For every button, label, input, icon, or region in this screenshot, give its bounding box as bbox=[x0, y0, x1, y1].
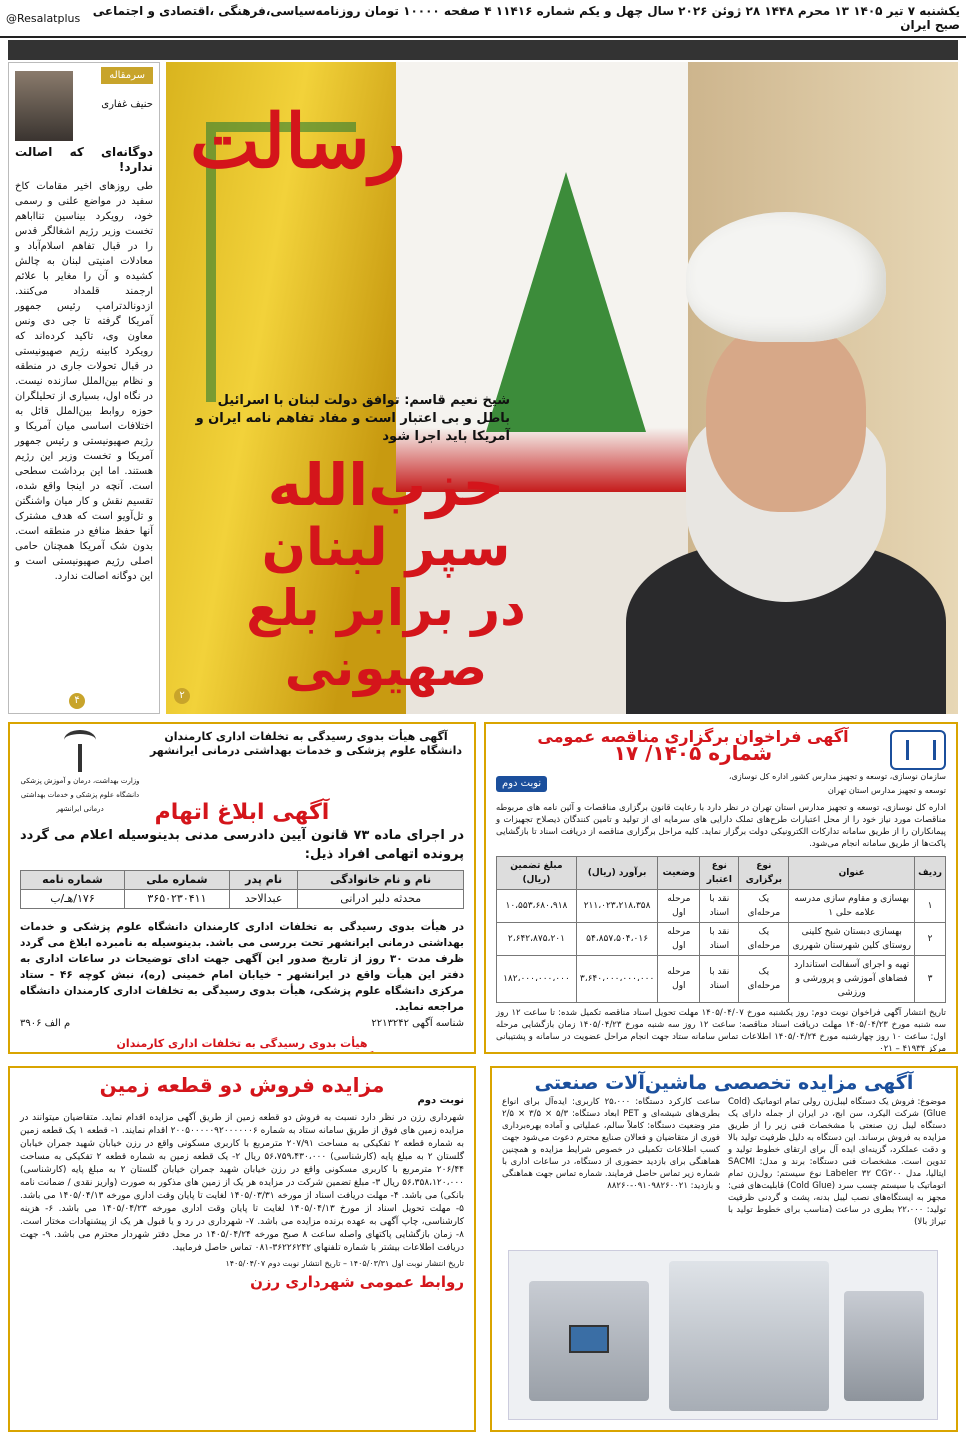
table-cell: ۲۱۱،۰۲۳،۲۱۸،۳۵۸ bbox=[576, 890, 657, 923]
notice-lead: در اجرای ماده ۷۳ قانون آیین دادرسی مدنی بدینوسیله اعلام می گردد پرونده اتهامی افراد ذیل: bbox=[20, 828, 464, 862]
issue-info: یکشنبه ۷ تیر ۱۴۰۵ ۱۳ محرم ۱۴۴۸ ۲۸ ژوئن ۲۰۲۶ سال چهل و یکم شماره ۱۱۴۱۶ ۴ صفحه ۱۰۰۰۰ تومان روزنامه‌سیاسی،فرهنگی ،اقتصادی و اجتماعی صبح ایران bbox=[92, 4, 960, 32]
cleric-photo bbox=[626, 212, 946, 714]
table-header: برآورد (ریال) bbox=[576, 857, 657, 890]
notice-ministry: وزارت بهداشت، درمان و آموزش پزشکی دانشگاه علوم پزشکی و خدمات بهداشتی درمانی ایرانشهر bbox=[20, 777, 140, 813]
table-cell: ۳،۶۴۰،۰۰۰،۰۰۰،۰۰۰ bbox=[576, 956, 657, 1003]
table-row bbox=[21, 890, 464, 909]
table-cell: یک مرحله‌ای bbox=[739, 956, 789, 1003]
table-header: مبلغ تضمین (ریال) bbox=[497, 857, 577, 890]
table-cell: عبدالاحد bbox=[229, 890, 297, 909]
notice-title: آگهی ابلاغ اتهام bbox=[154, 800, 330, 825]
editorial-title[interactable]: دوگانه‌ای که اصالت ندارد! bbox=[15, 145, 153, 174]
table-cell: مرحله اول bbox=[658, 956, 700, 1003]
charge-notice-ad bbox=[8, 722, 476, 1054]
social-handle[interactable]: @Resalatplus bbox=[6, 11, 81, 25]
table-cell: ۵۴،۸۵۷،۵۰۴،۰۱۶ bbox=[576, 923, 657, 956]
tender-number: شماره ۱۴۰۵/ ۱۷ bbox=[613, 741, 773, 765]
land-ad-footer: روابط عمومی شهرداری رزن bbox=[250, 1273, 464, 1291]
table-header: ردیف bbox=[915, 857, 946, 890]
table-cell: مرحله اول bbox=[658, 923, 700, 956]
editorial-column bbox=[8, 62, 160, 714]
table-cell: ۲ bbox=[915, 923, 946, 956]
headline-line-3: در برابر بلع صهیونی bbox=[246, 579, 526, 697]
hero-page-number: ۲ bbox=[174, 688, 190, 704]
tender-dates: تاریخ انتشار آگهی فراخوان نوبت دوم: روز یکشنبه مورخ ۱۴۰۵/۰۴/۰۷ مهلت تحویل اسناد مناقصه تکمیل شده: تا ساعت ۱۲ روز سه شنبه مورخ ۱۴۰۵/۰۴/۲۳ مهلت دریافت اسناد مناقصه: ساعت ۱۲ روز سه شنبه مورخ ۱۴۰۵/۰۴/۲۳ زمان بازگشایی مرحله اول: ساعت ۱۰ روز چهارشنبه مورخ ۱۴۰۵/۰۴/۲۴ اطلاعات تماس سامانه ستاد جهت انجام مراحل عضویت در سامانه و پشتیبانی مرکز ۴۱۹۳۴ – ۰۲۱ bbox=[496, 1008, 946, 1054]
table-cell: بهسازی و مقاوم سازی مدرسه علامه حلی ۱ bbox=[789, 890, 915, 923]
editorial-author: حنیف غفاری bbox=[101, 99, 153, 110]
notice-code: م الف ۳۹۰۶ bbox=[20, 1018, 71, 1029]
table-cell: ۱ bbox=[915, 890, 946, 923]
tender-table bbox=[496, 856, 946, 1003]
land-ad-dates: تاریخ انتشار نوبت اول ۱۴۰۵/۰۳/۳۱ – تاریخ انتشار نوبت دوم ۱۴۰۵/۰۴/۰۷ bbox=[225, 1259, 464, 1268]
table-header: نوع برگزاری bbox=[739, 857, 789, 890]
table-header: شماره ملی bbox=[124, 871, 229, 890]
land-ad-text: شهرداری رزن در نظر دارد نسبت به فروش دو قطعه زمین از طریق آگهی مزایده اقدام نماید. متقاضیان میتوانند در مزایده زمین های فوق از طریق سامانه ستاد به شماره ۲۰۰۵۰۰۰۰۰۹۲۰۰۰۰۰۰۶ اقدام نمایند. ۱- قطعه ۱ یک قطعه زمین به شماره قطعه ۲ تفکیکی به مساحت ۲۰۷/۹۱ مترمربع با کاربری مسکونی واقع در رزن خیابان شهید جمران خیابان گلستان ۲ به مبلغ پایه (کارشناسی) ۵۶،۷۵۹،۴۳۰،۰۰۰ ریال ۲- یک قطعه زمین به شماره قطعه ۲ تفکیکی به مساحت ۲۰۶/۴۴ مترمربع با کاربری مسکونی واقع در رزن خیابان شهید جمران خیابان گلستان ۲ به مبلغ پایه (کارشناسی) ۵۶،۳۵۸،۱۲۰،۰۰۰ ریال ۳- مبلغ تضمین شرکت در مزایده هر یک از زمین های مذکور به صورت (واریز نقدی / ضمانت نامه بانکی) می باشد. ۴- مهلت دریافت اسناد از مورخه ۱۴۰۵/۰۳/۳۱ لغایت تا پایان وقت اداری مورخه ۱۴۰۵/۰۴/۱۳ می باشد. ۵- مهلت تحویل اسناد از مورخ ۱۴۰۵/۰۴/۱۳ لغایت تا پایان وقت اداری مورخه ۱۴۰۵/۰۴/۲۳ می باشد. ۶- هزینه کارشناسی، چاپ آگهی به عهده برنده مزایده می باشد. ۷- شهرداری در رد و یا قبول هر یک از پیشنهادات مختار است. ۸- زمان بازگشایی پاکتهای واصله ساعت ۸ صبح مورخه ۱۴۰۵/۰۴/۲۴ در محل دفتر شهردار محترم می باشد. ۹- جهت دریافت اطلاعات بیشتر با شماره تلفنهای ۳۶۲۲۶۲۴۲-۰۸۱ تماس حاصل فرمایید. bbox=[20, 1113, 465, 1253]
table-cell: مرحله اول bbox=[658, 890, 700, 923]
editorial-tag: سرمقاله bbox=[101, 67, 153, 84]
table-cell: بهسازی دبستان شیخ کلینی روستای کلین شهرستان شهرری bbox=[789, 923, 915, 956]
palm-logo-icon bbox=[60, 730, 100, 774]
table-cell: یک مرحله‌ای bbox=[739, 890, 789, 923]
table-cell: ۱۷۶/هـ/ب bbox=[21, 890, 125, 909]
table-cell: تهیه و اجرای آسفالت استاندارد فضاهای آموزشی و پرورشی و ورزشی bbox=[789, 956, 915, 1003]
main-headline[interactable] bbox=[176, 452, 596, 698]
table-cell: یک مرحله‌ای bbox=[739, 923, 789, 956]
tender-org: سازمان نوسازی، توسعه و تجهیز مدارس کشور اداره کل نوسازی، توسعه و تجهیز مدارس استان تهران bbox=[728, 772, 946, 795]
labeling-machine-image bbox=[508, 1250, 938, 1420]
table-cell: نقد با اسناد bbox=[700, 890, 739, 923]
tender-intro: اداره کل نوسازی، توسعه و تجهیز مدارس استان تهران در نظر دارد با رعایت قانون برگزاری مناقصات و آئین نامه های مربوطه مناقصات مورد نیاز خود را از محل اعتبارات طرح‌های تملک دارایی های سرمایه ای از تولید و تامین کنندگان ذیصلاح تجهیزات و پیمانکاران را از طریق سامانه تدارکات الکترونیکی دولت برگزار نماید. کلیه مراحل برگزاری مناقصه از دریافت اسناد تا بازگشایی پاکت‌ها از طریق سامانه انجام می‌شود. bbox=[496, 803, 946, 849]
notice-table bbox=[20, 870, 464, 909]
author-photo bbox=[15, 71, 73, 141]
machinery-auction-ad bbox=[490, 1066, 958, 1432]
table-header: نوع اعتبار bbox=[700, 857, 739, 890]
table-row bbox=[497, 923, 946, 956]
notice-body: در هیأت بدوی رسیدگی به تخلفات اداری کارمندان دانشگاه علوم پزشکی و خدمات بهداشتی درمانی ایرانشهر تحت بررسی می باشد. بدینوسیله به نامبرده ابلاغ می گردد ظرف مدت ۳۰ روز از تاریخ صدور این آگهی جهت ادای توضیحات در ساعات اداری به دفتر این هیأت واقع در ایرانشهر - خیابان امام خمینی (ره)، نبش کوچه ۴۶ - ستاد مرکزی دانشگاه علوم پزشکی، هیأت بدوی رسیدگی به تخلفات اداری کارمندان دانشگاه مراجعه نماید. bbox=[20, 921, 464, 1013]
notice-sign-2 bbox=[20, 1051, 464, 1054]
notice-id: شناسه آگهی ۲۲۱۳۲۴۲ bbox=[371, 1018, 464, 1029]
table-cell: ۲،۶۴۲،۸۷۵،۲۰۱ bbox=[497, 923, 577, 956]
newspaper-logo[interactable]: رسالت bbox=[190, 99, 406, 185]
subheadline: شیخ نعیم قاسم: توافق دولت لبنان با اسرائیل باطل و بی اعتبار است و مفاد تفاهم نامه ایران و آمریکا باید اجرا شود bbox=[195, 393, 510, 444]
tender-title: آگهی فراخوان برگزاری مناقصه عمومی bbox=[537, 727, 849, 746]
editorial-page-number: ۴ bbox=[69, 693, 85, 709]
table-cell: ۱۸۲،۰۰۰،۰۰۰،۰۰۰ bbox=[497, 956, 577, 1003]
hero-section bbox=[166, 62, 958, 714]
notice-sign-1: هیأت بدوی رسیدگی به تخلفات اداری کارمندان bbox=[116, 1037, 368, 1050]
cedar-icon bbox=[486, 172, 646, 432]
notice-header-1: آگهی هیأت بدوی رسیدگی به تخلفات اداری کارمندان bbox=[164, 730, 448, 743]
table-header: نام و نام خانوادگی bbox=[298, 871, 464, 890]
table-cell: ۱۰،۵۵۳،۶۸۰،۹۱۸ bbox=[497, 890, 577, 923]
table-header: شماره نامه bbox=[21, 871, 125, 890]
machine-ad-col-1: موضوع: فروش یک دستگاه لیبل‌زن رولی تمام اتوماتیک (Cold Glue) شرکت الیکرد، سن ابج، در ایران از جمله دارای یک دستگاه لیبل زن صنعتی با مشخصات فنی زیر را از طریق مزایده به فروش برساند. این دستگاه به دلیل ظرفیت تولید بالا و دقت عملکرد، گزینه‌ای ایده آل برای ارتقای خطوط تولید و تدوین است. مشخصات فنی دستگاه: برند و مدل: SACMI ایتالیا، مدل Labeler ۳۲ CG۲۰۰ نوع سیستم: رول‌زن تمام اتوماتیک با سیستم چسب سرد (Cold Glue) قابلیت‌های فنی: مجهز به ایستگاه‌های نصب لیبل بدنه، پشت و گردنی ظرفیت تولید: ۲۲،۰۰۰ بطری در ساعت (مناسب برای خطوط تولید با تیراژ بالا) bbox=[728, 1097, 946, 1227]
machine-ad-title: آگهی مزایده تخصصی ماشین‌آلات صنعتی bbox=[534, 1072, 914, 1094]
table-header: نام پدر bbox=[229, 871, 297, 890]
table-row bbox=[497, 956, 946, 1003]
table-row bbox=[497, 890, 946, 923]
land-auction-ad bbox=[8, 1066, 476, 1432]
land-ad-title: مزایده فروش دو قطعه زمین bbox=[99, 1073, 385, 1097]
table-cell: محدثه دلبر ادرانی bbox=[298, 890, 464, 909]
table-cell: ۳ bbox=[915, 956, 946, 1003]
table-header: عنوان bbox=[789, 857, 915, 890]
headline-line-2: سپر لبنان bbox=[261, 518, 511, 578]
tender-org-logo bbox=[890, 730, 946, 770]
editorial-text: طی روزهای اخیر مقامات کاخ سفید در مواضع علنی و رسمی خود، رویکرد بیناسین تنااباهم تخست وزیر رژیم اشغالگر قدس را در قبال تفاهم اسلام‌آباد و معادلات امنیتی لبنان به چالش کشیده و آن را مغایر با علائم ارجمند قلمداد می‌کنند. ازدونالدترامپ رئیس جمهور آمریکا گرفته تا جی دی ونس معاون وی، تاکید کرده‌اند که رویکرد کابینه رژیم صهیونیستی در قبال تحولات جاری در منطقه و نظام بین‌الملل سازنده نیست. در نگاه اول، بسیاری از تحلیلگران حوزه روابط بین‌الملل قائل به اختلافات اساسی میان آمریکا و رژیم صهیونیستی و رئیس جمهور آمریکا و تخست وزیر این رژیم هستند. اما این برداشت سطحی است. آنچه در اینجا واقع شده، تقسیم نقش و کار میان واشنگتن و تل‌آویو است که هدف مشترک آنها حفظ منافع در منطقه است. بدون شک آمریکا همچنان حامی اصلی رژیم صهیونیستی است و این دوگانه اصالت ندارد. bbox=[15, 181, 153, 582]
table-cell: نقد با اسناد bbox=[700, 923, 739, 956]
machine-ad-col-2: ساعت کارکرد دستگاه: ۲۵،۰۰۰ کاربری: ایده‌آل برای انواع بطری‌های شیشه‌ای و PET ابعاد دستگاه: ۵/۳ × ۳/۵ × ۲/۵ متر وضعیت دستگاه: کاملاً سالم، عملیاتی و آماده بهره‌برداری فوری از متقاضیان و فعالان صنایع محترم دعوت می‌شود جهت کسب اطلاعات تکمیلی در خصوص شرایط مزایده و همچنین هماهنگی برای بازدید حضوری از دستگاه، در ساعات اداری با شماره زیر تماس حاصل فرمایند. شماره تماس جهت هماهنگی و بازدید: ۰۹۱۰۹۸۲۶۰۰۲۱-۸۸۲۶۰ bbox=[502, 1097, 721, 1191]
notice-header-2: دانشگاه علوم پزشکی و خدمات بهداشتی درمانی ایرانشهر bbox=[149, 744, 463, 757]
table-header: وضعیت bbox=[658, 857, 700, 890]
masthead-bar bbox=[0, 0, 966, 38]
tender-badge: نوبت دوم bbox=[496, 776, 547, 792]
tender-ad bbox=[484, 722, 958, 1054]
decorative-strip bbox=[8, 40, 958, 60]
land-ad-round: نوبت دوم bbox=[417, 1095, 464, 1106]
table-cell: نقد با اسناد bbox=[700, 956, 739, 1003]
table-cell: ۳۶۵۰۲۳۰۴۱۱ bbox=[124, 890, 229, 909]
headline-line-1: حزب‌الله bbox=[267, 451, 505, 519]
